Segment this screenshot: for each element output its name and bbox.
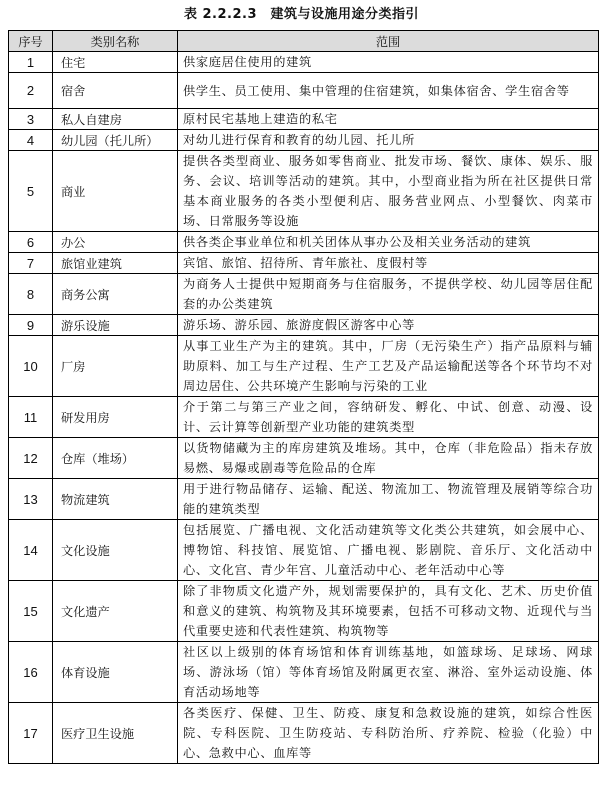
row-number: 4 [9, 130, 53, 151]
row-number: 2 [9, 73, 53, 109]
row-number: 10 [9, 336, 53, 397]
use-classification-table [8, 30, 599, 764]
table-row [9, 73, 599, 109]
row-number: 1 [9, 52, 53, 73]
category-scope: 游乐场、游乐园、旅游度假区游客中心等 [178, 315, 599, 336]
category-name: 体育设施 [53, 642, 178, 703]
category-name: 物流建筑 [53, 479, 178, 520]
header-name: 类别名称 [53, 31, 178, 52]
table-row [9, 232, 599, 253]
category-scope: 供学生、员工使用、集中管理的住宿建筑，如集体宿舍、学生宿舍等 [178, 73, 599, 109]
category-name: 商务公寓 [53, 274, 178, 315]
table-row [9, 336, 599, 397]
category-scope: 介于第二与第三产业之间，容纳研发、孵化、中试、创意、动漫、设计、云计算等创新型产业功能的建筑类型 [178, 397, 599, 438]
row-number: 13 [9, 479, 53, 520]
table-title: 表 2.2.2.3 建筑与设施用途分类指引 [183, 7, 420, 22]
table-row [9, 581, 599, 642]
category-scope: 供家庭居住使用的建筑 [178, 52, 599, 73]
category-name: 文化设施 [53, 520, 178, 581]
category-scope: 各类医疗、保健、卫生、防疫、康复和急救设施的建筑，如综合性医院、专科医院、卫生防疫站、专科防治所、疗养院、检验（化验）中心、急救中心、血库等 [178, 703, 599, 764]
category-name: 商业 [53, 151, 178, 232]
category-name: 游乐设施 [53, 315, 178, 336]
category-scope: 宾馆、旅馆、招待所、青年旅社、度假村等 [178, 253, 599, 274]
category-name: 研发用房 [53, 397, 178, 438]
category-scope: 用于进行物品储存、运输、配送、物流加工、物流管理及展销等综合功能的建筑类型 [178, 479, 599, 520]
header-index: 序号 [9, 31, 53, 52]
row-number: 16 [9, 642, 53, 703]
row-number: 14 [9, 520, 53, 581]
row-number: 3 [9, 109, 53, 130]
category-scope: 社区以上级别的体育场馆和体育训练基地，如篮球场、足球场、网球场、游泳场（馆）等体育场馆及附属更衣室、淋浴、室外运动设施、体育活动场地等 [178, 642, 599, 703]
table-row [9, 151, 599, 232]
category-name: 文化遗产 [53, 581, 178, 642]
category-scope: 为商务人士提供中短期商务与住宿服务，不提供学校、幼儿园等居住配套的办公类建筑 [178, 274, 599, 315]
row-number: 11 [9, 397, 53, 438]
category-name: 办公 [53, 232, 178, 253]
category-scope: 除了非物质文化遗产外，规划需要保护的，具有文化、艺术、历史价值和意义的建筑、构筑物及其环境要素，包括不可移动文物、近现代与当代重要史迹和代表性建筑、构筑物等 [178, 581, 599, 642]
category-name: 住宅 [53, 52, 178, 73]
category-name: 私人自建房 [53, 109, 178, 130]
table-row [9, 130, 599, 151]
category-scope: 对幼儿进行保育和教育的幼儿园、托儿所 [178, 130, 599, 151]
table-row [9, 274, 599, 315]
row-number: 8 [9, 274, 53, 315]
category-name: 医疗卫生设施 [53, 703, 178, 764]
table-row [9, 642, 599, 703]
table-row [9, 397, 599, 438]
table-row [9, 479, 599, 520]
header-scope: 范围 [178, 31, 599, 52]
row-number: 5 [9, 151, 53, 232]
table-row [9, 109, 599, 130]
category-scope: 以货物储藏为主的库房建筑及堆场。其中，仓库（非危险品）指未存放易燃、易爆或剧毒等危险品的仓库 [178, 438, 599, 479]
category-name: 幼儿园（托儿所） [53, 130, 178, 151]
row-number: 17 [9, 703, 53, 764]
table-row [9, 438, 599, 479]
row-number: 9 [9, 315, 53, 336]
category-scope: 原村民宅基地上建造的私宅 [178, 109, 599, 130]
category-name: 厂房 [53, 336, 178, 397]
category-scope: 供各类企事业单位和机关团体从事办公及相关业务活动的建筑 [178, 232, 599, 253]
category-scope: 提供各类型商业、服务如零售商业、批发市场、餐饮、康体、娱乐、服务、会议、培训等活动的建筑。其中，小型商业指为所在社区提供日常基本商业服务的各类小型便利店、服务营业网点、小型餐饮、肉菜市场、日常服务等设施 [178, 151, 599, 232]
category-scope: 从事工业生产为主的建筑。其中，厂房（无污染生产）指产品原料与辅助原料、加工与生产过程、生产工艺及产品运输配送等各个环节均不对周边居住、公共环境产生影响与污染的工业 [178, 336, 599, 397]
table-row [9, 52, 599, 73]
row-number: 12 [9, 438, 53, 479]
table-row [9, 253, 599, 274]
row-number: 7 [9, 253, 53, 274]
row-number: 6 [9, 232, 53, 253]
table-row [9, 703, 599, 764]
table-row [9, 520, 599, 581]
category-name: 旅馆业建筑 [53, 253, 178, 274]
header-row [9, 31, 599, 52]
row-number: 15 [9, 581, 53, 642]
category-name: 宿舍 [53, 73, 178, 109]
category-name: 仓库（堆场） [53, 438, 178, 479]
table-row [9, 315, 599, 336]
category-scope: 包括展览、广播电视、文化活动建筑等文化类公共建筑，如会展中心、博物馆、科技馆、展览馆、广播电视、影剧院、音乐厅、文化活动中心、文化宫、青少年宫、儿童活动中心、老年活动中心等 [178, 520, 599, 581]
